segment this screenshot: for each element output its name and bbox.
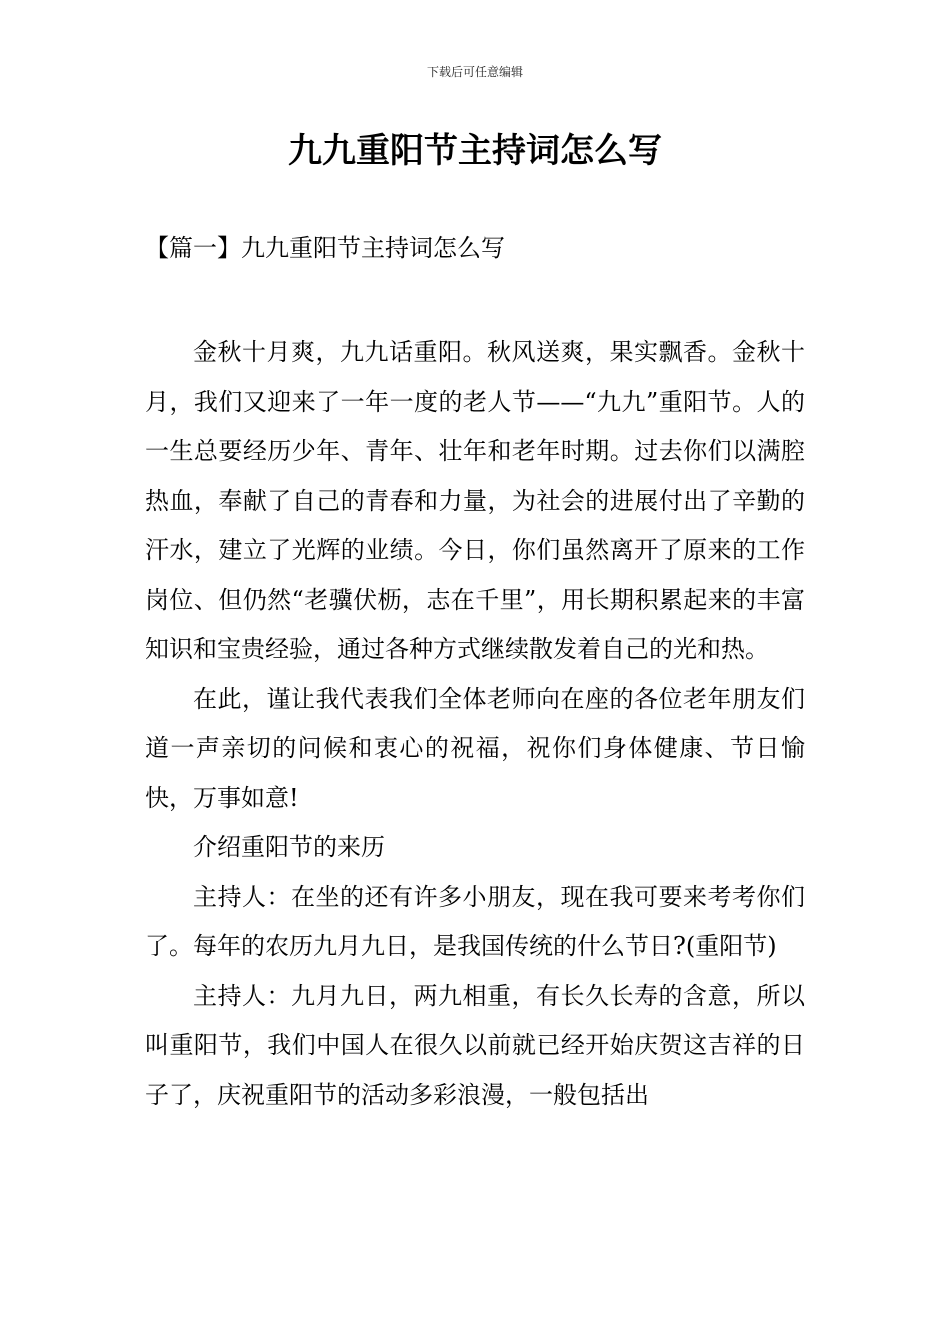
document-body <box>145 328 805 1120</box>
section-heading: 【篇一】九九重阳节主持词怎么写 <box>145 234 505 262</box>
document-title: 九九重阳节主持词怎么写 <box>288 131 662 171</box>
paragraph-greeting: 在此，谨让我代表我们全体老师向在座的各位老年朋友们道一声亲切的问候和衷心的祝福，祝你们身体健康、节日愉快，万事如意! <box>145 684 805 812</box>
paragraph-origin-heading: 介绍重阳节的来历 <box>193 833 385 861</box>
paragraph-host-question: 主持人：在坐的还有许多小朋友，现在我可要来考考你们了。每年的农历九月九日，是我国传统的什么节日?(重阳节) <box>145 882 805 960</box>
header-note: 下载后可任意编辑 <box>426 65 523 79</box>
paragraph-host-explanation: 主持人：九月九日，两九相重，有长久长寿的含意，所以叫重阳节，我们中国人在很久以前就已经开始庆贺这吉祥的日子了，庆祝重阳节的活动多彩浪漫，一般包括出 <box>145 981 805 1109</box>
paragraph-intro: 金秋十月爽，九九话重阳。秋风送爽，果实飘香。金秋十月，我们又迎来了一年一度的老人节——“九九”重阳节。人的一生总要经历少年、青年、壮年和老年时期。过去你们以满腔热血，奉献了自己的青春和力量，为社会的进展付出了辛勤的汗水，建立了光辉的业绩。今日，你们虽然离开了原来的工作岗位、但仍然“老骥伏枥，志在千里”，用长期积累起来的丰富知识和宝贵经验，通过各种方式继续散发着自己的光和热。 <box>145 338 805 663</box>
